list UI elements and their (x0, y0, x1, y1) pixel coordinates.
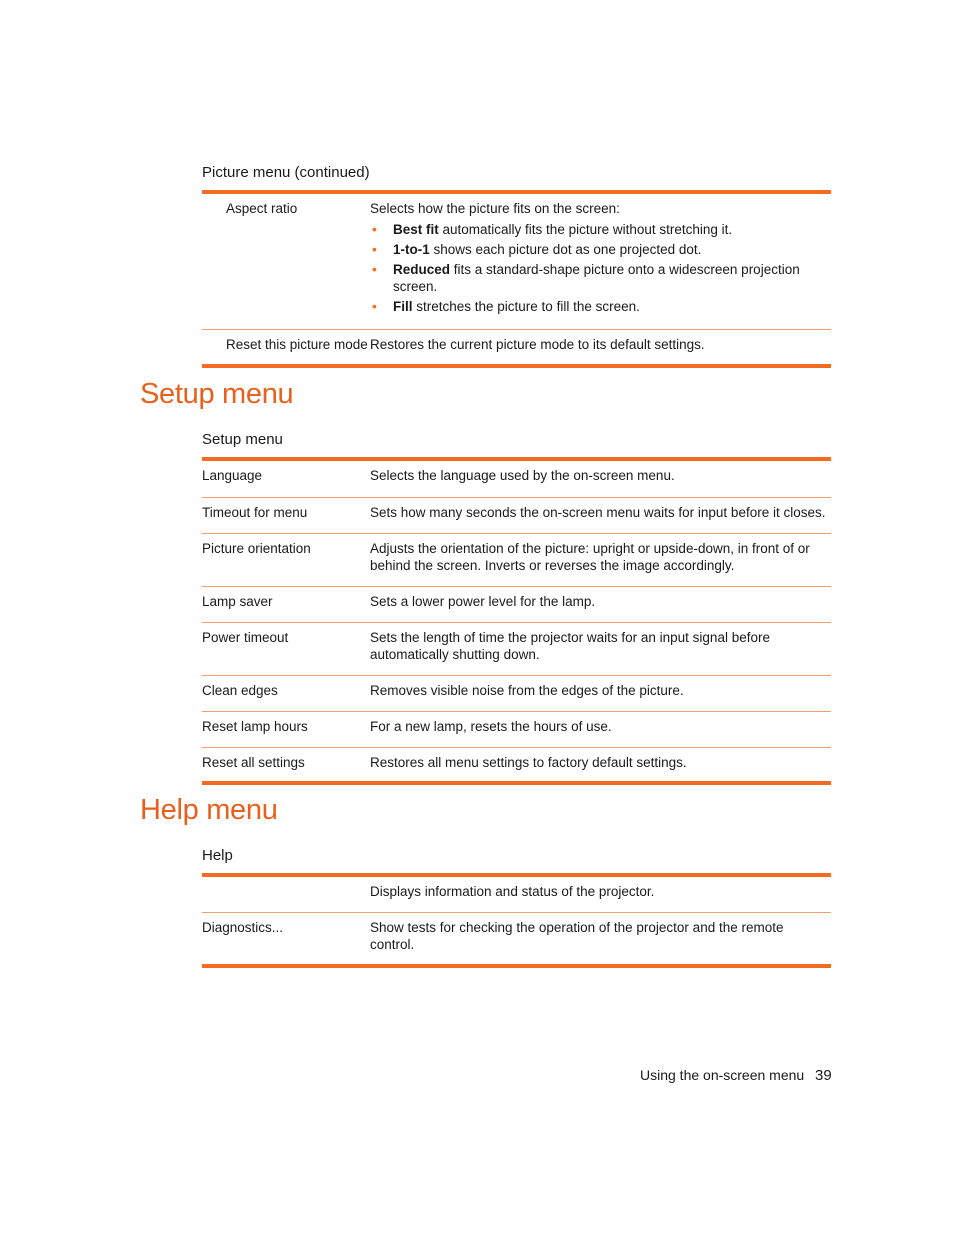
bullet-icon: • (372, 261, 377, 277)
setup-menu-table (202, 457, 831, 785)
table-row (202, 461, 831, 497)
table-row (202, 912, 831, 964)
table-row (202, 622, 831, 675)
table-row (202, 586, 831, 622)
option-text: fits a standard-shape picture onto a widescreen projection screen. (393, 262, 800, 294)
row-label: Timeout for menu (202, 505, 308, 520)
row-label: Reset all settings (202, 755, 305, 770)
section-heading-setup: Setup menu (140, 378, 294, 410)
row-label: Power timeout (202, 630, 289, 645)
row-description: Displays information and status of the projector. (370, 884, 655, 899)
option-name: Fill (393, 299, 413, 314)
row-description: Sets how many seconds the on-screen menu waits for input before it closes. (370, 505, 826, 520)
table-row (202, 877, 831, 912)
row-description: Restores the current picture mode to its default settings. (370, 337, 705, 352)
row-label (202, 877, 370, 912)
option-text: automatically fits the picture without stretching it. (438, 222, 733, 237)
option-name: Best fit (393, 222, 439, 237)
row-label: Reset lamp hours (202, 719, 308, 734)
list-item (370, 261, 831, 295)
row-description (370, 194, 831, 329)
picture-table-caption: Picture menu (continued) (202, 164, 370, 181)
footer-section-title: Using the on-screen menu (640, 1067, 805, 1083)
row-label: Clean edges (202, 683, 278, 698)
row-description: Removes visible noise from the edges of the picture. (370, 683, 684, 698)
aspect-options-list (370, 221, 831, 315)
row-description: Adjusts the orientation of the picture: upright or upside-down, in front of or behind the screen. Inverts or reverses the image accordingly. (370, 541, 810, 573)
row-description: Show tests for checking the operation of the projector and the remote control. (370, 920, 784, 952)
table-row (202, 497, 831, 533)
table-row (202, 329, 831, 364)
bullet-icon: • (372, 241, 377, 257)
picture-menu-table (202, 190, 831, 368)
row-label: Language (202, 468, 263, 483)
option-text: stretches the picture to fill the screen. (412, 299, 640, 314)
bullet-icon: • (372, 298, 377, 314)
table-row (202, 533, 831, 586)
list-item (370, 241, 831, 258)
option-name: Reduced (393, 262, 451, 277)
row-label: Aspect ratio (226, 201, 298, 216)
table-row (202, 194, 831, 329)
row-description: Restores all menu settings to factory default settings. (370, 755, 687, 770)
row-label: Reset this picture mode (226, 337, 368, 352)
help-table-caption: Help (202, 847, 233, 864)
row-label: Lamp saver (202, 594, 273, 609)
row-label: Picture orientation (202, 541, 311, 556)
list-item (370, 298, 831, 315)
page-number: 39 (815, 1067, 832, 1084)
table-row (202, 711, 831, 747)
help-menu-table (202, 873, 831, 968)
table-row (202, 675, 831, 711)
row-description: Selects the language used by the on-screen menu. (370, 468, 675, 483)
bullet-icon: • (372, 221, 377, 237)
aspect-intro: Selects how the picture fits on the screen: (370, 201, 620, 216)
table-row (202, 747, 831, 781)
row-description: Sets the length of time the projector waits for an input signal before automatically shutting down. (370, 630, 770, 662)
row-description: For a new lamp, resets the hours of use. (370, 719, 612, 734)
setup-table-caption: Setup menu (202, 431, 283, 448)
row-label: Diagnostics... (202, 920, 284, 935)
option-text: shows each picture dot as one projected dot. (429, 242, 702, 257)
section-heading-help: Help menu (140, 794, 278, 826)
list-item (370, 221, 831, 238)
option-name: 1-to-1 (393, 242, 430, 257)
row-description: Sets a lower power level for the lamp. (370, 594, 596, 609)
